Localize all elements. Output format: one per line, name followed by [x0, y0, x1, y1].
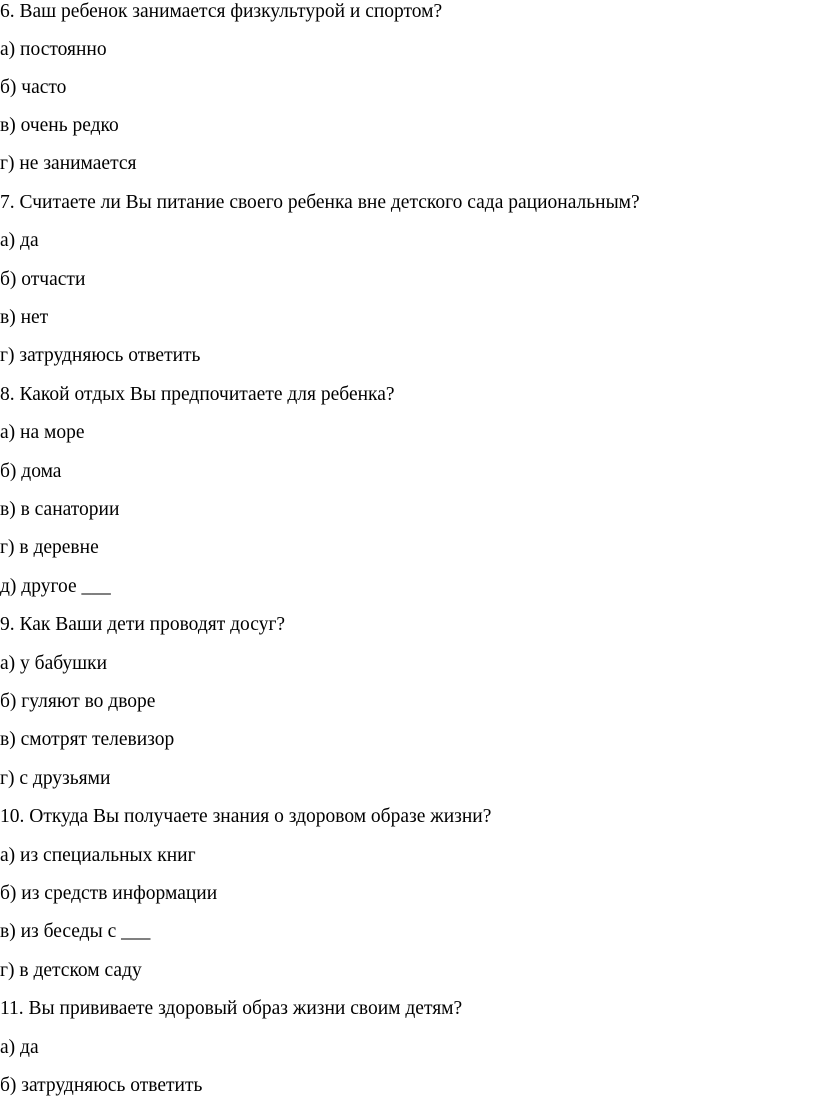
question-9-option-b: б) гуляют во дворе — [0, 691, 156, 712]
question-11-option-a: а) да — [0, 1037, 39, 1058]
question-10-option-d: г) в детском саду — [0, 960, 142, 981]
question-6-option-a: а) постоянно — [0, 39, 107, 60]
question-8-option-a: а) на море — [0, 422, 85, 443]
question-9-text: 9. Как Ваши дети проводят досуг? — [0, 614, 286, 635]
question-11-text: 11. Вы прививаете здоровый образ жизни своим детям? — [0, 998, 463, 1019]
question-6-option-c: в) очень редко — [0, 115, 119, 136]
question-9-option-d: г) с друзьями — [0, 768, 111, 789]
question-10-text: 10. Откуда Вы получаете знания о здоровом образе жизни? — [0, 806, 492, 827]
question-7-option-d: г) затрудняюсь ответить — [0, 345, 201, 366]
question-6-option-b: б) часто — [0, 77, 67, 98]
question-8-option-c: в) в санатории — [0, 499, 120, 520]
question-9-option-c: в) смотрят телевизор — [0, 729, 175, 750]
question-8-text: 8. Какой отдых Вы предпочитаете для ребенка? — [0, 384, 395, 405]
question-6-option-d: г) не занимается — [0, 153, 137, 174]
question-11-option-b: б) затрудняюсь ответить — [0, 1075, 203, 1096]
question-6-text: 6. Ваш ребенок занимается физкультурой и спортом? — [0, 1, 443, 22]
question-7-option-b: б) отчасти — [0, 269, 86, 290]
question-7-option-c: в) нет — [0, 307, 49, 328]
question-9-option-a: а) у бабушки — [0, 653, 108, 674]
question-10-option-a: а) из специальных книг — [0, 845, 196, 866]
question-8-option-b: б) дома — [0, 461, 62, 482]
question-7-option-a: а) да — [0, 230, 39, 251]
question-8-option-d: г) в деревне — [0, 537, 99, 558]
question-8-option-e: д) другое ___ — [0, 576, 111, 597]
question-7-text: 7. Считаете ли Вы питание своего ребенка вне детского сада рациональным? — [0, 192, 640, 213]
question-10-option-c: в) из беседы с ___ — [0, 921, 151, 942]
question-10-option-b: б) из средств информации — [0, 883, 218, 904]
